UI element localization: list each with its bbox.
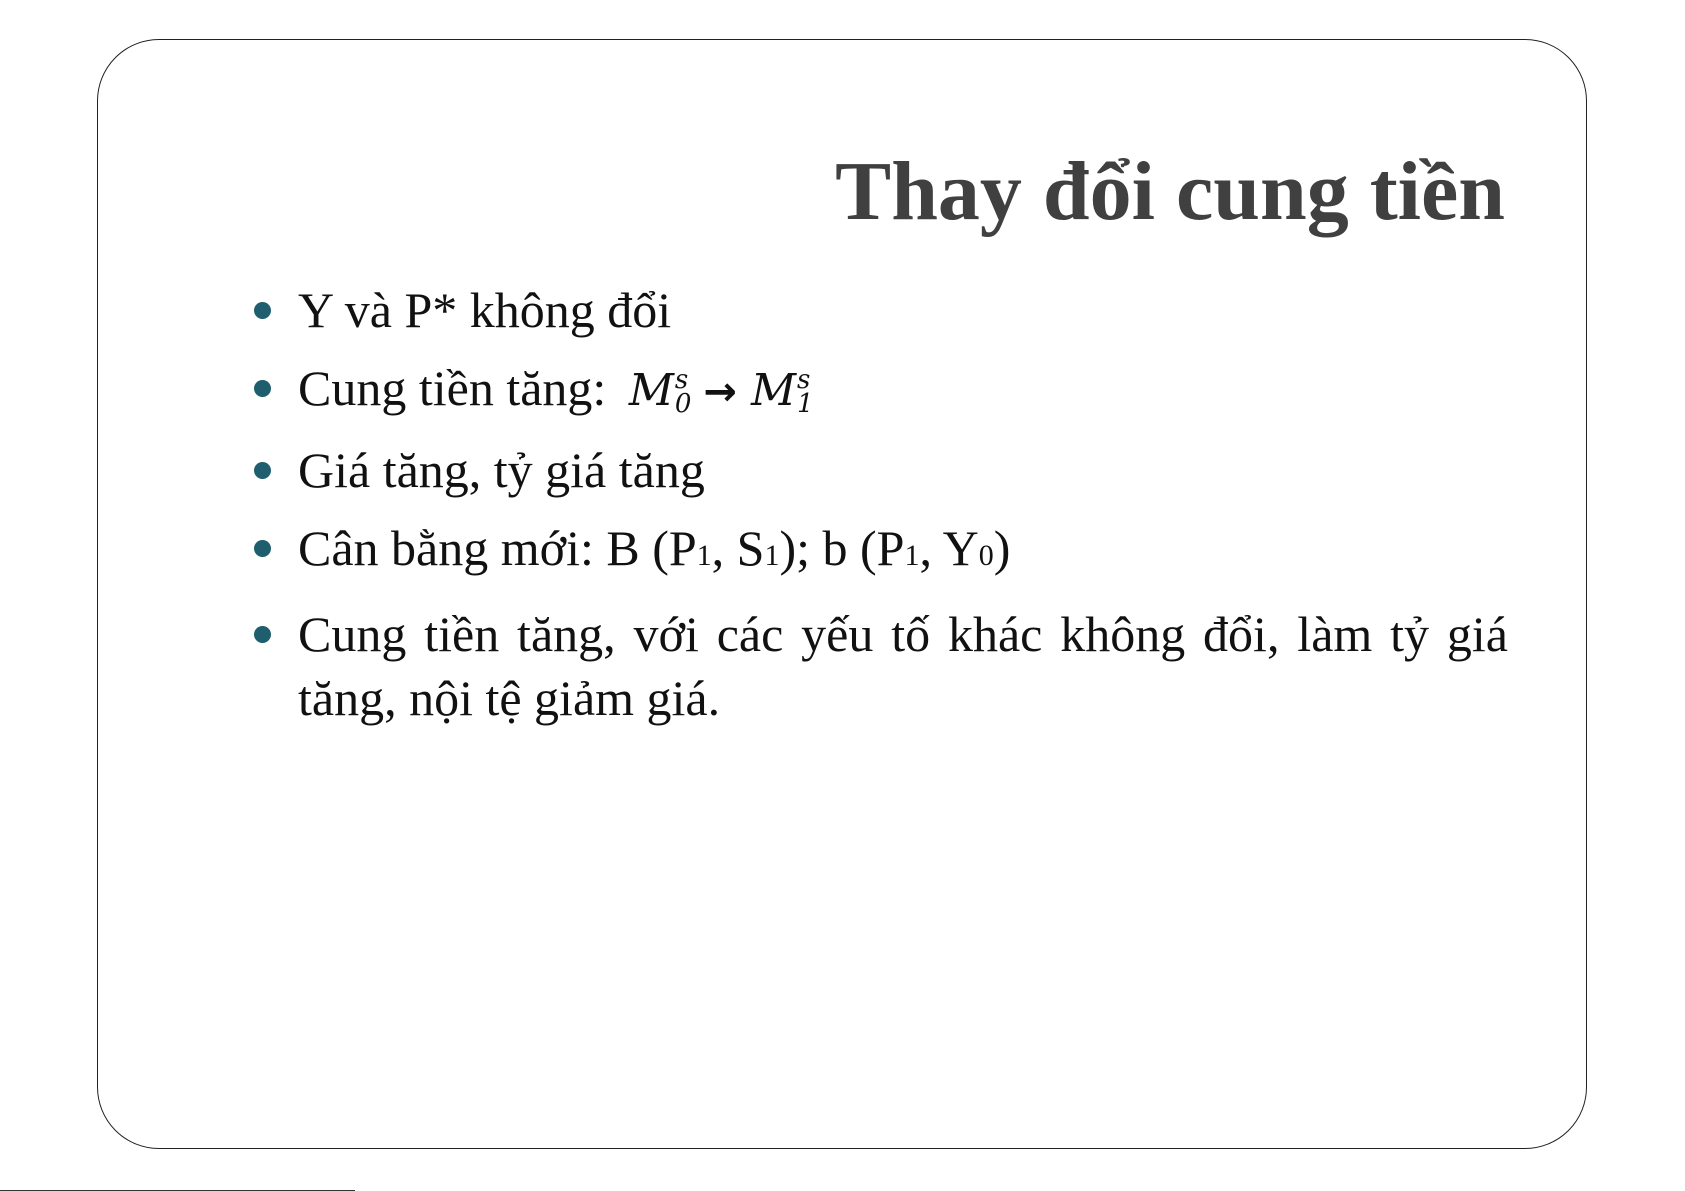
bullet-text: Cung tiền tăng, với các yếu tố khác không đổi, làm tỷ giá tăng, nội tệ giảm giá.	[298, 606, 1508, 726]
bullet-dot-icon	[254, 540, 271, 557]
text-part: ); b (P	[779, 520, 905, 576]
bullet-dot-icon	[254, 380, 271, 397]
formula-sup: s	[674, 364, 689, 395]
formula-sub: 0	[674, 388, 692, 419]
bullet-item	[250, 356, 1508, 424]
right-arrow-icon: →	[703, 369, 737, 415]
bullet-dot-icon	[254, 462, 271, 479]
formula-base: M	[750, 365, 796, 416]
text-part: , Y	[919, 520, 979, 576]
text-part: )	[993, 520, 1011, 576]
bullet-text: Cung tiền tăng:	[298, 360, 619, 416]
formula-scripts	[797, 364, 814, 419]
bullet-text: Y và P* không đổi	[298, 282, 672, 338]
slide-title: Thay đổi cung tiền	[835, 145, 1505, 238]
bullet-list	[250, 278, 1508, 744]
formula-sup: s	[797, 364, 811, 395]
subscript: 1	[904, 539, 920, 572]
formula-base: M	[628, 365, 674, 416]
bullet-item	[250, 278, 1508, 342]
bullet-item	[250, 516, 1508, 588]
bullet-text: Giá tăng, tỷ giá tăng	[298, 442, 705, 498]
money-supply-formula	[628, 364, 814, 419]
subscript: 1	[764, 539, 780, 572]
text-part: , S	[711, 520, 765, 576]
text-part: Cân bằng mới: B (P	[298, 520, 697, 576]
formula-scripts	[674, 364, 692, 419]
bullet-dot-icon	[254, 626, 271, 643]
bullet-dot-icon	[254, 302, 271, 319]
formula-sub: 1	[797, 388, 814, 419]
bullet-item	[250, 438, 1508, 502]
subscript: 0	[978, 539, 994, 572]
subscript: 1	[696, 539, 712, 572]
bullet-text	[298, 520, 1010, 576]
bullet-item	[250, 602, 1508, 730]
